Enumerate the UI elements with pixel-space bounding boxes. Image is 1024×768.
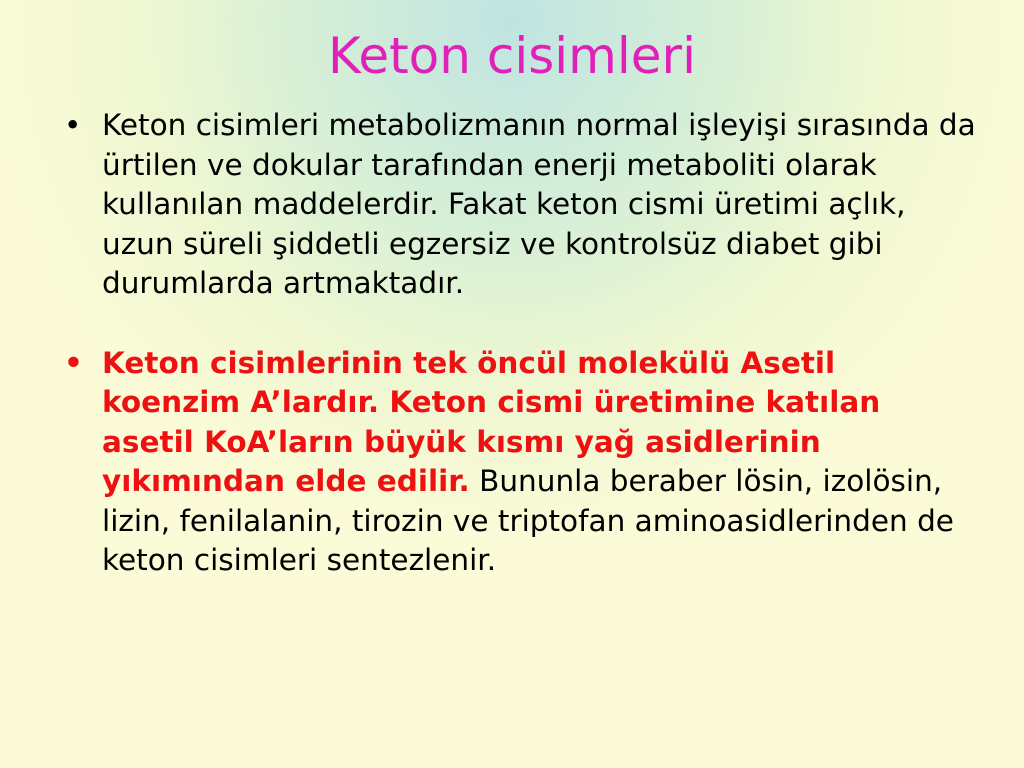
bullet-icon: • xyxy=(64,345,83,380)
bullet-text: Bununla beraber lösin, izolösin, lizin, fenilalanin, tirozin ve triptofan aminoasidlerinden de keton cisimleri sentezlenir. xyxy=(102,464,954,577)
bullet-item-1 xyxy=(60,106,980,304)
slide-title: Keton cisimleri xyxy=(328,27,696,85)
bullet-text: Keton cisimleri metabolizmanın normal işleyişi sırasında da ürtilen ve dokular tarafından enerji metaboliti olarak kullanılan maddelerdir. Fakat keton cismi üretimi açlık, uzun süreli şiddetli egzersiz ve kontrolsüz diabet gibi durumlarda artmaktadır. xyxy=(102,108,976,300)
bullet-item-2 xyxy=(60,344,980,581)
slide-content xyxy=(60,106,980,581)
bullet-icon: • xyxy=(64,108,82,142)
bullet-emphasis-text: Keton cisimlerinin tek öncül molekülü Asetil koenzim A’lardır. Keton cismi üretimine katılan asetil KoA’ların büyük kısmı yağ asidlerinin yıkımından elde edilir. xyxy=(102,345,881,498)
